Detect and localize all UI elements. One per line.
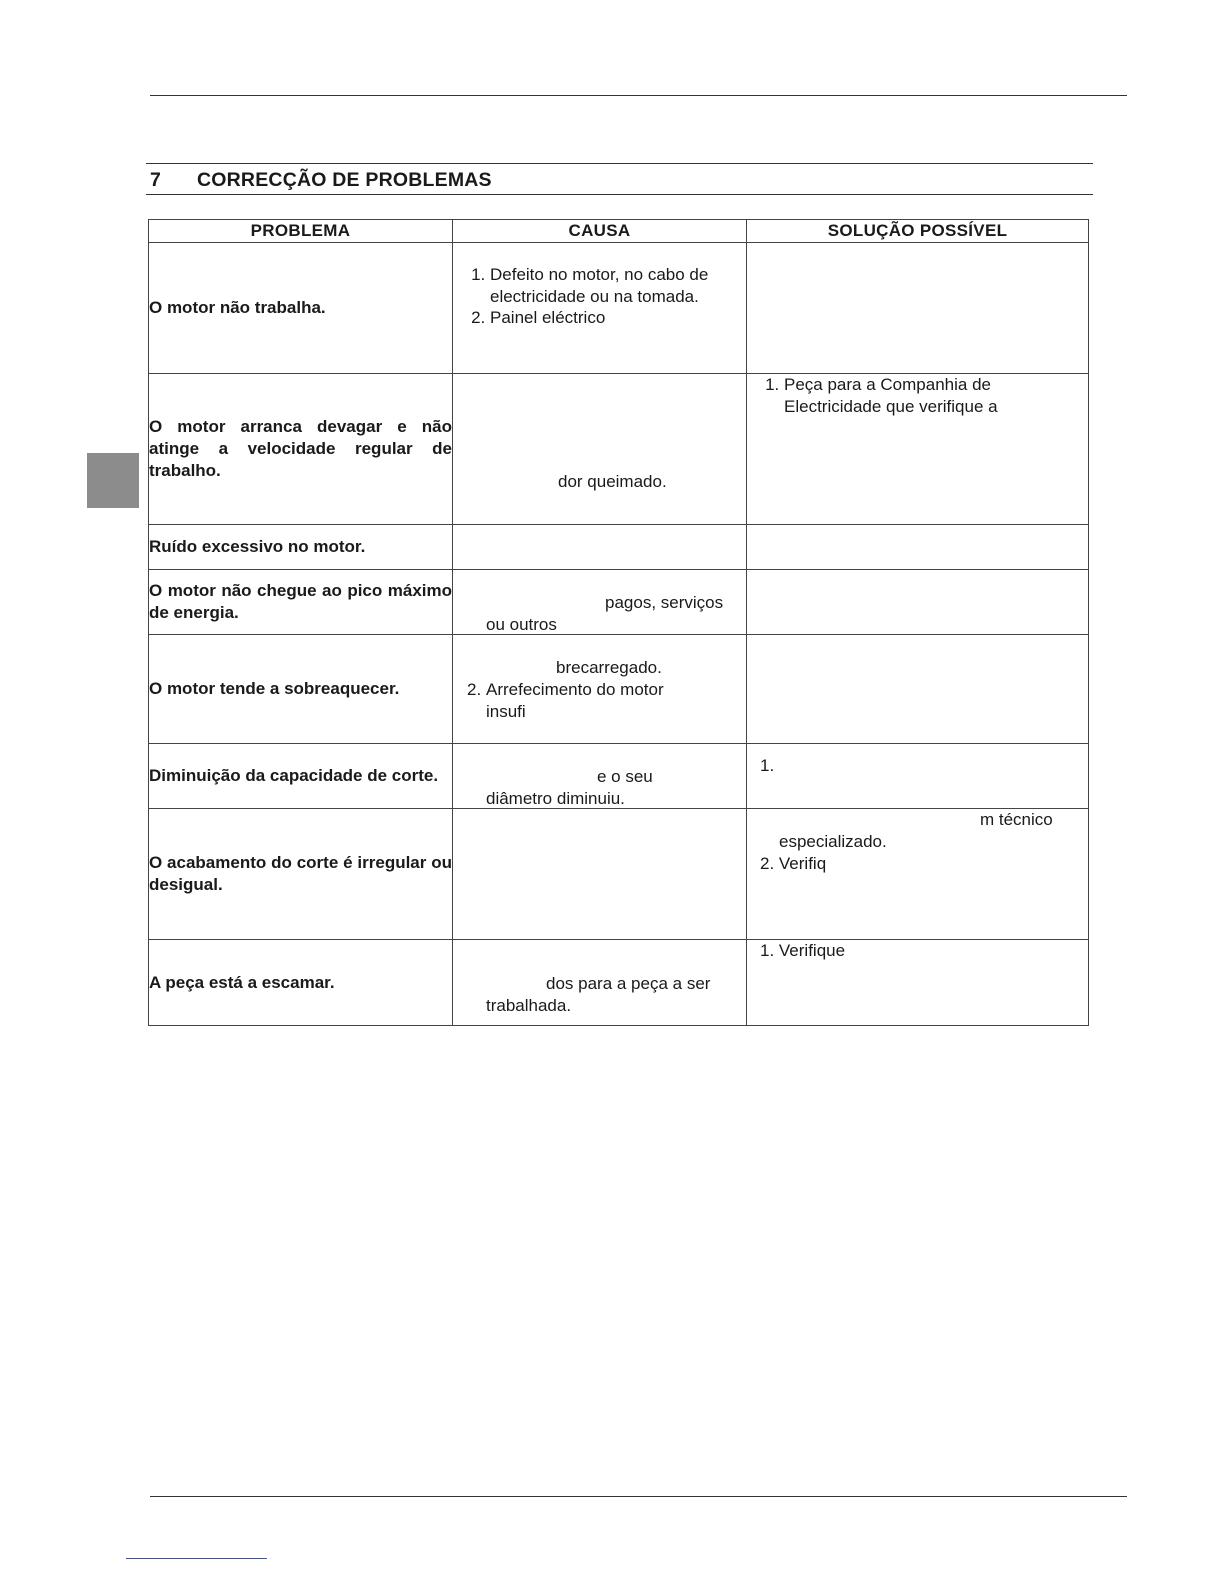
cause-fragment: dos para a peça a ser bbox=[546, 974, 711, 993]
table-row bbox=[149, 525, 1089, 570]
problem-cell: Ruído excessivo no motor. bbox=[149, 525, 453, 570]
problem-cell: Diminuição da capacidade de corte. bbox=[149, 744, 453, 809]
table-row bbox=[149, 744, 1089, 809]
cause-item: 2. Painel eléctrico bbox=[490, 307, 740, 329]
solution-cell bbox=[747, 809, 1089, 940]
cause-item: Arrefecimento do motor bbox=[486, 680, 664, 699]
table-row bbox=[149, 243, 1089, 374]
cause-fragment: brecarregado. bbox=[556, 658, 662, 677]
solution-cell bbox=[747, 243, 1089, 374]
section-title: CORRECÇÃO DE PROBLEMAS bbox=[197, 169, 492, 191]
solution-fragment: 1. Verifique bbox=[760, 941, 846, 960]
problem-cell: O motor não chegue ao pico máximo de energia. bbox=[149, 570, 453, 635]
cause-fragment: pagos, serviços bbox=[605, 593, 724, 612]
solution-cell bbox=[747, 570, 1089, 635]
cause-fragment: e o seu bbox=[597, 767, 653, 786]
header-cause: CAUSA bbox=[453, 220, 747, 243]
table-row bbox=[149, 940, 1089, 1026]
table-row bbox=[149, 374, 1089, 525]
cause-cell bbox=[453, 809, 747, 940]
cause-cell bbox=[453, 635, 747, 744]
solution-fragment: m técnico bbox=[980, 810, 1053, 829]
cause-cell bbox=[453, 525, 747, 570]
table-header-row bbox=[149, 220, 1089, 243]
problem-cell: A peça está a escamar. bbox=[149, 940, 453, 1026]
solution-list bbox=[747, 374, 1034, 417]
cause-item-number: 2. bbox=[467, 680, 482, 699]
header-problem: PROBLEMA bbox=[149, 220, 453, 243]
cause-fragment: diâmetro diminuiu. bbox=[486, 789, 625, 808]
table-row bbox=[149, 809, 1089, 940]
cause-cell bbox=[453, 570, 747, 635]
table-row bbox=[149, 570, 1089, 635]
cause-fragment: dor queimado. bbox=[558, 472, 667, 491]
section-number: 7 bbox=[150, 169, 161, 191]
solution-cell bbox=[747, 635, 1089, 744]
solution-cell bbox=[747, 525, 1089, 570]
header-solution: SOLUÇÃO POSSÍVEL bbox=[747, 220, 1089, 243]
problem-cell: O motor não trabalha. bbox=[149, 243, 453, 374]
solution-item: 1. Peça para a Companhia de Electricidade que verifique a bbox=[784, 374, 1034, 417]
cause-cell bbox=[453, 940, 747, 1026]
problem-cell: O motor tende a sobreaquecer. bbox=[149, 635, 453, 744]
cause-fragment: insufi bbox=[486, 702, 526, 721]
solution-fragment: 2. Verifiq bbox=[760, 854, 827, 873]
problem-cell: O motor arranca devagar e não atinge a velocidade regular de trabalho. bbox=[149, 374, 453, 525]
cause-fragment: ou outros bbox=[486, 615, 557, 634]
cause-cell bbox=[453, 243, 747, 374]
troubleshooting-table bbox=[148, 219, 1089, 1026]
cause-cell bbox=[453, 744, 747, 809]
solution-item-number: 1. bbox=[760, 756, 775, 775]
chapter-tab-marker bbox=[87, 453, 139, 508]
table-row bbox=[149, 635, 1089, 744]
cause-cell bbox=[453, 374, 747, 525]
solution-cell bbox=[747, 374, 1089, 525]
cause-list bbox=[453, 264, 740, 329]
solution-cell bbox=[747, 744, 1089, 809]
solution-fragment: especializado. bbox=[779, 832, 887, 851]
footer-rule bbox=[150, 1496, 1127, 1497]
footer-link-underline bbox=[126, 1558, 267, 1559]
solution-cell bbox=[747, 940, 1089, 1026]
header-rule bbox=[150, 95, 1127, 96]
cause-item: 1. Defeito no motor, no cabo de electricidade ou na tomada. bbox=[490, 264, 740, 307]
problem-cell: O acabamento do corte é irregular ou desigual. bbox=[149, 809, 453, 940]
section-heading bbox=[146, 163, 1093, 195]
cause-fragment: trabalhada. bbox=[486, 996, 572, 1015]
